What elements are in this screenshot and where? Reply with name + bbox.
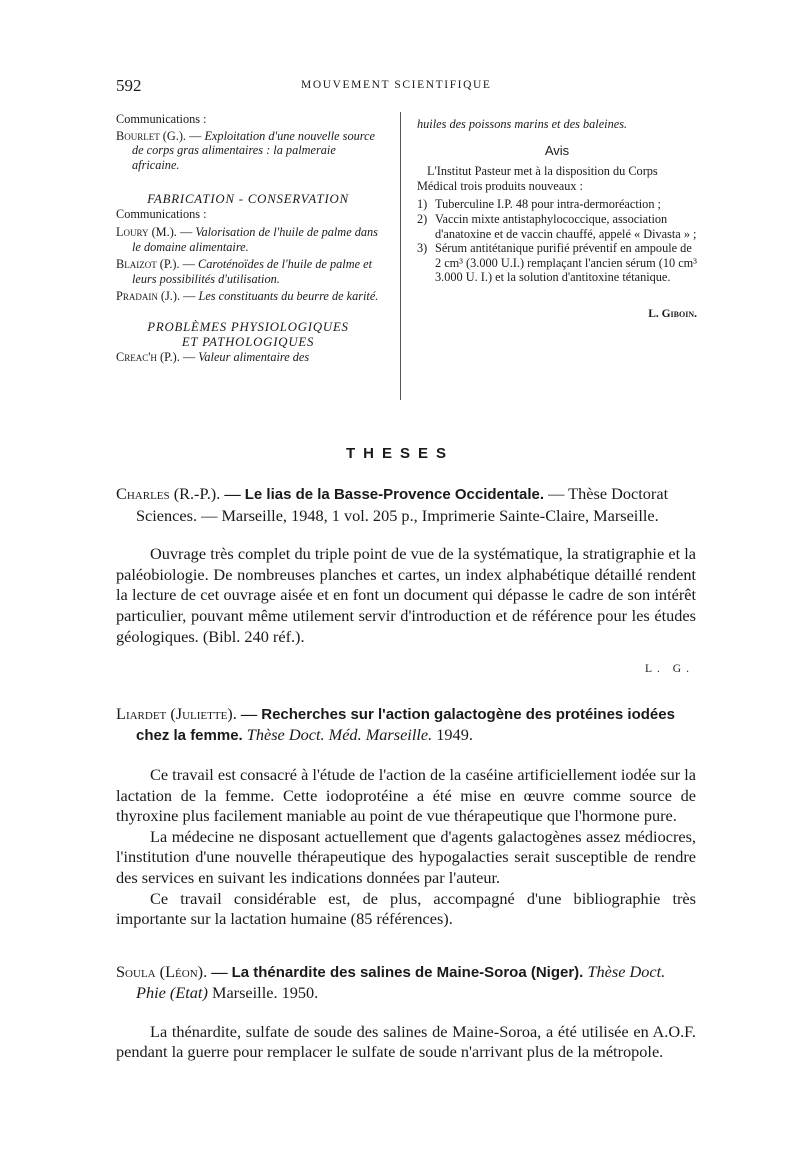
left-column [116, 112, 380, 365]
communication-entry: Loury (M.). — Valorisation de l'huile de palme dans le domaine alimentaire. [116, 224, 378, 254]
thesis-author: Charles (R.-P.). [116, 484, 221, 503]
list-item [417, 212, 697, 241]
thesis-details: Thèse Doct. Phie (Etat) [136, 961, 666, 1003]
thesis-author: Soula (Léon). [116, 961, 208, 981]
communication-entry: Pradain (J.). — Les constituants du beurre de karité. [116, 289, 379, 304]
thesis-abstract: Ce travail est consacré à l'étude de l'action de la caséine artificiellement iodée sur la lactation de la femme. Cette iodoprotéine a été mise en œuvre comme source de thyroxine plus facilement maniable au point de vue thérapeutique que l'hormone pure. [116, 764, 696, 826]
continued-text: huiles des poissons marins et des baleines. [417, 117, 628, 131]
communications-heading: Communications : [116, 207, 207, 222]
thesis-details: Thèse Doct. Méd. Marseille. [246, 725, 433, 745]
entry-author: Blaizot (P.). [116, 257, 180, 272]
thesis-author: Liardet (Juliette). [116, 703, 237, 723]
entry-author: Pradain (J.). [116, 289, 181, 304]
thesis-year: Marseille. 1950. [211, 983, 319, 1003]
page-header [116, 76, 696, 98]
signature: L. Giboin. [648, 307, 697, 320]
communication-entry: Creac'h (P.). — Valeur alimentaire des [116, 349, 310, 364]
entry-title: Exploitation d'une nouvelle source de corps gras alimentaires : la palmeraie africaine. [132, 128, 375, 172]
section-title: PROBLÈMES PHYSIOLOGIQUES [147, 319, 349, 334]
section-title: ET PATHOLOGIQUES [181, 334, 315, 349]
entry-title: Les constituants du beurre de karité. [198, 289, 379, 304]
thesis-citation [116, 484, 696, 526]
thesis-abstract: Ce travail considérable est, de plus, accompagné d'une bibliographie très importante sur la lactation humaine (85 références). [116, 888, 696, 929]
avis-intro: L'Institut Pasteur met à la disposition du Corps Médical trois produits nouveaux : [417, 164, 658, 193]
thesis-title: Le lias de la Basse-Provence Occidentale. [244, 486, 545, 503]
item-text: Sérum antitétanique purifié préventif en ampoule de 2 cm³ (3.000 U.I.) remplaçant l'ancien sérum (10 cm³ 3.000 U. I.) et la solution d'antitoxine tétanique. [435, 241, 697, 285]
item-number: 2) [417, 211, 428, 226]
list-item [417, 197, 697, 212]
thesis-year: 1949. [436, 725, 473, 745]
list-item [417, 241, 697, 285]
right-column [417, 117, 697, 322]
section-title: FABRICATION - CONSERVATION [147, 192, 349, 207]
thesis-abstract: Ouvrage très complet du triple point de vue de la systématique, la stratigraphie et la paléobiologie. De nombreuses planches et cartes, un index alphabétique détaillé rendent la lecture de cet ouvrage aisée et en font un document qui dépasse le cadre de son intérêt particulier, pouvant même utilement servir d'introduction et de référence pour les études géologiques. (Bibl. 240 réf.). [116, 544, 696, 646]
item-text: Tuberculine I.P. 48 pour intra-dermoréaction ; [435, 197, 661, 212]
item-text: Vaccin mixte antistaphylococcique, association d'anatoxine et de vaccin chauffé, appelé « Divasta » ; [435, 211, 697, 241]
avis-title: Avis [544, 142, 570, 158]
column-divider [400, 112, 401, 400]
entry-author: Bourlet (G.). [116, 128, 186, 143]
thesis-citation [116, 962, 696, 1004]
theses-heading: THESES [345, 445, 454, 462]
thesis-abstract: La thénardite, sulfate de soude des salines de Maine-Soroa, a été utilisée en A.O.F. pendant la guerre pour remplacer le sulfate de soude n'arrivant plus de la métropole. [116, 1021, 696, 1062]
thesis-dash: — [211, 961, 228, 981]
signature: L. G. [645, 663, 694, 676]
thesis-abstract: La médecine ne disposant actuellement que d'agents galactogènes assez médiocres, l'institution d'une nouvelle thérapeutique des hypogalacties serait susceptible de rendre des services en suivant les indications données par l'auteur. [116, 826, 696, 887]
thesis-title: Recherches sur l'action galactogène des protéines iodées chez la femme. [136, 705, 675, 745]
entry-author: Loury (M.). [116, 224, 177, 239]
thesis-details: — Thèse Doctorat Sciences. — Marseille, 1948, 1 vol. 205 p., Imprimerie Sainte-Claire, Marseille. [136, 484, 669, 525]
thesis-dash: — [224, 484, 241, 503]
product-list [417, 197, 697, 285]
entry-title: Valorisation de l'huile de palme dans le domaine alimentaire. [132, 224, 378, 254]
item-number: 1) [417, 197, 428, 212]
entry-author: Creac'h (P.). [116, 349, 180, 364]
item-number: 3) [417, 241, 428, 256]
theses-section [116, 484, 696, 1063]
page-number: 592 [116, 76, 142, 95]
entry-title: Caroténoïdes de l'huile de palme et leurs possibilités d'utilisation. [132, 257, 372, 286]
running-title: MOUVEMENT SCIENTIFIQUE [301, 79, 492, 91]
entry-title: Valeur alimentaire des [198, 349, 310, 364]
communication-entry: Bourlet (G.). — Exploitation d'une nouvelle source de corps gras alimentaires : la palmeraie africaine. [116, 128, 375, 172]
thesis-title: La thénardite des salines de Maine-Soroa (Niger). [231, 963, 584, 981]
thesis-dash: — [240, 703, 258, 723]
communications-heading: Communications : [116, 112, 207, 126]
communication-entry: Blaizot (P.). — Caroténoïdes de l'huile de palme et leurs possibilités d'utilisation. [116, 257, 372, 286]
thesis-citation [116, 704, 696, 747]
